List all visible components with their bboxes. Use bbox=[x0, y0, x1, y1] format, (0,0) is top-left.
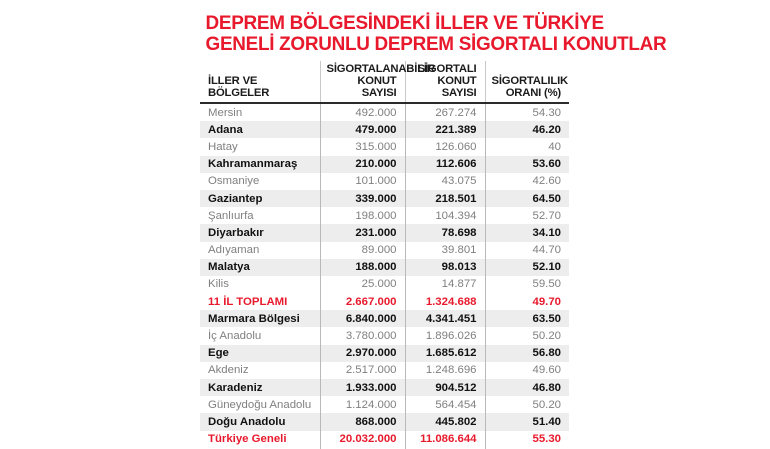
cell-region-name: Kahramanmaraş bbox=[200, 156, 320, 173]
cell-insurable-count: 198.000 bbox=[320, 207, 405, 224]
cell-insurance-rate: 52.70 bbox=[485, 207, 569, 224]
cell-insured-count: 218.501 bbox=[405, 190, 485, 207]
cell-insured-count: 39.801 bbox=[405, 242, 485, 259]
cell-insurable-count: 1.933.000 bbox=[320, 379, 405, 396]
title-line-1: DEPREM BÖLGESİNDEKİ İLLER VE TÜRKİYE bbox=[205, 12, 604, 34]
cell-region-name: Doğu Anadolu bbox=[200, 413, 320, 430]
infographic-panel bbox=[196, 0, 667, 446]
cell-insurable-count: 101.000 bbox=[320, 173, 405, 190]
cell-insurable-count: 6.840.000 bbox=[320, 310, 405, 327]
cell-region-name: Hatay bbox=[200, 138, 320, 155]
table-row bbox=[200, 431, 569, 449]
column-header-region bbox=[200, 61, 320, 103]
cell-insured-count: 14.877 bbox=[405, 276, 485, 293]
cell-insured-count: 1.324.688 bbox=[405, 293, 485, 310]
cell-insurable-count: 2.970.000 bbox=[320, 345, 405, 362]
cell-region-name: Ege bbox=[200, 345, 320, 362]
cell-insured-count: 104.394 bbox=[405, 207, 485, 224]
cell-insurance-rate: 59.50 bbox=[485, 276, 569, 293]
cell-region-name: 11 İL TOPLAMI bbox=[200, 293, 320, 310]
data-table-wrapper bbox=[200, 61, 569, 449]
cell-insured-count: 126.060 bbox=[405, 138, 485, 155]
table-header-row bbox=[200, 61, 569, 103]
table-row bbox=[200, 345, 569, 362]
cell-insured-count: 904.512 bbox=[405, 379, 485, 396]
cell-region-name: Marmara Bölgesi bbox=[200, 310, 320, 327]
table-head bbox=[200, 61, 569, 103]
table-body bbox=[200, 103, 569, 449]
table-row bbox=[200, 396, 569, 413]
column-header-rate-line1: SİGORTALILIK bbox=[491, 75, 568, 87]
column-header-insurable-line1: SİGORTALANABİLİR bbox=[326, 63, 435, 75]
column-header-rate bbox=[485, 61, 569, 103]
table-row bbox=[200, 293, 569, 310]
table-row bbox=[200, 156, 569, 173]
cell-region-name: İç Anadolu bbox=[200, 327, 320, 344]
page-title bbox=[196, 0, 667, 61]
cell-insured-count: 445.802 bbox=[405, 413, 485, 430]
cell-insurance-rate: 34.10 bbox=[485, 224, 569, 241]
cell-insurable-count: 479.000 bbox=[320, 121, 405, 138]
cell-insured-count: 98.013 bbox=[405, 259, 485, 276]
cell-insurance-rate: 49.60 bbox=[485, 362, 569, 379]
cell-insurance-rate: 44.70 bbox=[485, 242, 569, 259]
cell-insured-count: 221.389 bbox=[405, 121, 485, 138]
cell-insurable-count: 25.000 bbox=[320, 276, 405, 293]
cell-insured-count: 564.454 bbox=[405, 396, 485, 413]
cell-region-name: Adıyaman bbox=[200, 242, 320, 259]
cell-region-name: Malatya bbox=[200, 259, 320, 276]
cell-insurable-count: 2.667.000 bbox=[320, 293, 405, 310]
table-row bbox=[200, 259, 569, 276]
table-row bbox=[200, 224, 569, 241]
table-row bbox=[200, 121, 569, 138]
cell-insurance-rate: 63.50 bbox=[485, 310, 569, 327]
cell-insurable-count: 231.000 bbox=[320, 224, 405, 241]
cell-region-name: Karadeniz bbox=[200, 379, 320, 396]
data-table bbox=[200, 61, 569, 449]
table-row bbox=[200, 362, 569, 379]
table-row bbox=[200, 327, 569, 344]
cell-region-name: Mersin bbox=[200, 103, 320, 121]
table-row bbox=[200, 103, 569, 121]
cell-insurable-count: 339.000 bbox=[320, 190, 405, 207]
column-header-region-line1: İLLER VE bbox=[208, 75, 258, 87]
cell-insurable-count: 210.000 bbox=[320, 156, 405, 173]
cell-region-name: Kilis bbox=[200, 276, 320, 293]
cell-insured-count: 267.274 bbox=[405, 103, 485, 121]
table-row bbox=[200, 190, 569, 207]
cell-insurable-count: 89.000 bbox=[320, 242, 405, 259]
column-header-insured-line2: KONUT SAYISI bbox=[437, 75, 477, 99]
cell-region-name: Şanlıurfa bbox=[200, 207, 320, 224]
table-row bbox=[200, 413, 569, 430]
cell-insurance-rate: 49.70 bbox=[485, 293, 569, 310]
column-header-insurable bbox=[320, 61, 435, 103]
cell-insurance-rate: 42.60 bbox=[485, 173, 569, 190]
cell-insurance-rate: 53.60 bbox=[485, 156, 569, 173]
cell-insurable-count: 315.000 bbox=[320, 138, 405, 155]
cell-insurable-count: 3.780.000 bbox=[320, 327, 405, 344]
column-header-insurable-line2: KONUT SAYISI bbox=[357, 75, 397, 99]
cell-insurance-rate: 50.20 bbox=[485, 396, 569, 413]
table-row bbox=[200, 379, 569, 396]
cell-region-name: Osmaniye bbox=[200, 173, 320, 190]
cell-region-name: Adana bbox=[200, 121, 320, 138]
cell-insured-count: 1.685.612 bbox=[405, 345, 485, 362]
cell-insurance-rate: 52.10 bbox=[485, 259, 569, 276]
cell-insurance-rate: 54.30 bbox=[485, 103, 569, 121]
table-row bbox=[200, 242, 569, 259]
cell-insurable-count: 1.124.000 bbox=[320, 396, 405, 413]
column-header-region-line2: BÖLGELER bbox=[208, 87, 270, 99]
column-header-rate-line2: ORANI (%) bbox=[505, 87, 561, 99]
table-row bbox=[200, 173, 569, 190]
cell-insurance-rate: 56.80 bbox=[485, 345, 569, 362]
cell-region-name: Güneydoğu Anadolu bbox=[200, 396, 320, 413]
cell-insurance-rate: 64.50 bbox=[485, 190, 569, 207]
cell-region-name: Akdeniz bbox=[200, 362, 320, 379]
cell-insurable-count: 20.032.000 bbox=[320, 431, 405, 449]
cell-insurance-rate: 46.80 bbox=[485, 379, 569, 396]
cell-insurance-rate: 46.20 bbox=[485, 121, 569, 138]
cell-insurable-count: 492.000 bbox=[320, 103, 405, 121]
cell-region-name: Türkiye Geneli bbox=[200, 431, 320, 449]
column-header-insured bbox=[405, 61, 485, 103]
cell-insured-count: 43.075 bbox=[405, 173, 485, 190]
cell-insured-count: 78.698 bbox=[405, 224, 485, 241]
cell-region-name: Diyarbakır bbox=[200, 224, 320, 241]
cell-insured-count: 1.896.026 bbox=[405, 327, 485, 344]
table-row bbox=[200, 276, 569, 293]
cell-insurable-count: 188.000 bbox=[320, 259, 405, 276]
table-row bbox=[200, 310, 569, 327]
cell-insurance-rate: 51.40 bbox=[485, 413, 569, 430]
column-header-insured-line1: SİGORTALI bbox=[417, 63, 477, 75]
cell-region-name: Gaziantep bbox=[200, 190, 320, 207]
cell-insured-count: 112.606 bbox=[405, 156, 485, 173]
title-line-2: GENELİ ZORUNLU DEPREM SİGORTALI KONUTLAR bbox=[205, 33, 667, 55]
cell-insured-count: 11.086.644 bbox=[405, 431, 485, 449]
cell-insurance-rate: 40 bbox=[485, 138, 569, 155]
table-row bbox=[200, 138, 569, 155]
cell-insurable-count: 2.517.000 bbox=[320, 362, 405, 379]
table-row bbox=[200, 207, 569, 224]
cell-insurance-rate: 55.30 bbox=[485, 431, 569, 449]
cell-insurance-rate: 50.20 bbox=[485, 327, 569, 344]
cell-insurable-count: 868.000 bbox=[320, 413, 405, 430]
cell-insured-count: 1.248.696 bbox=[405, 362, 485, 379]
cell-insured-count: 4.341.451 bbox=[405, 310, 485, 327]
